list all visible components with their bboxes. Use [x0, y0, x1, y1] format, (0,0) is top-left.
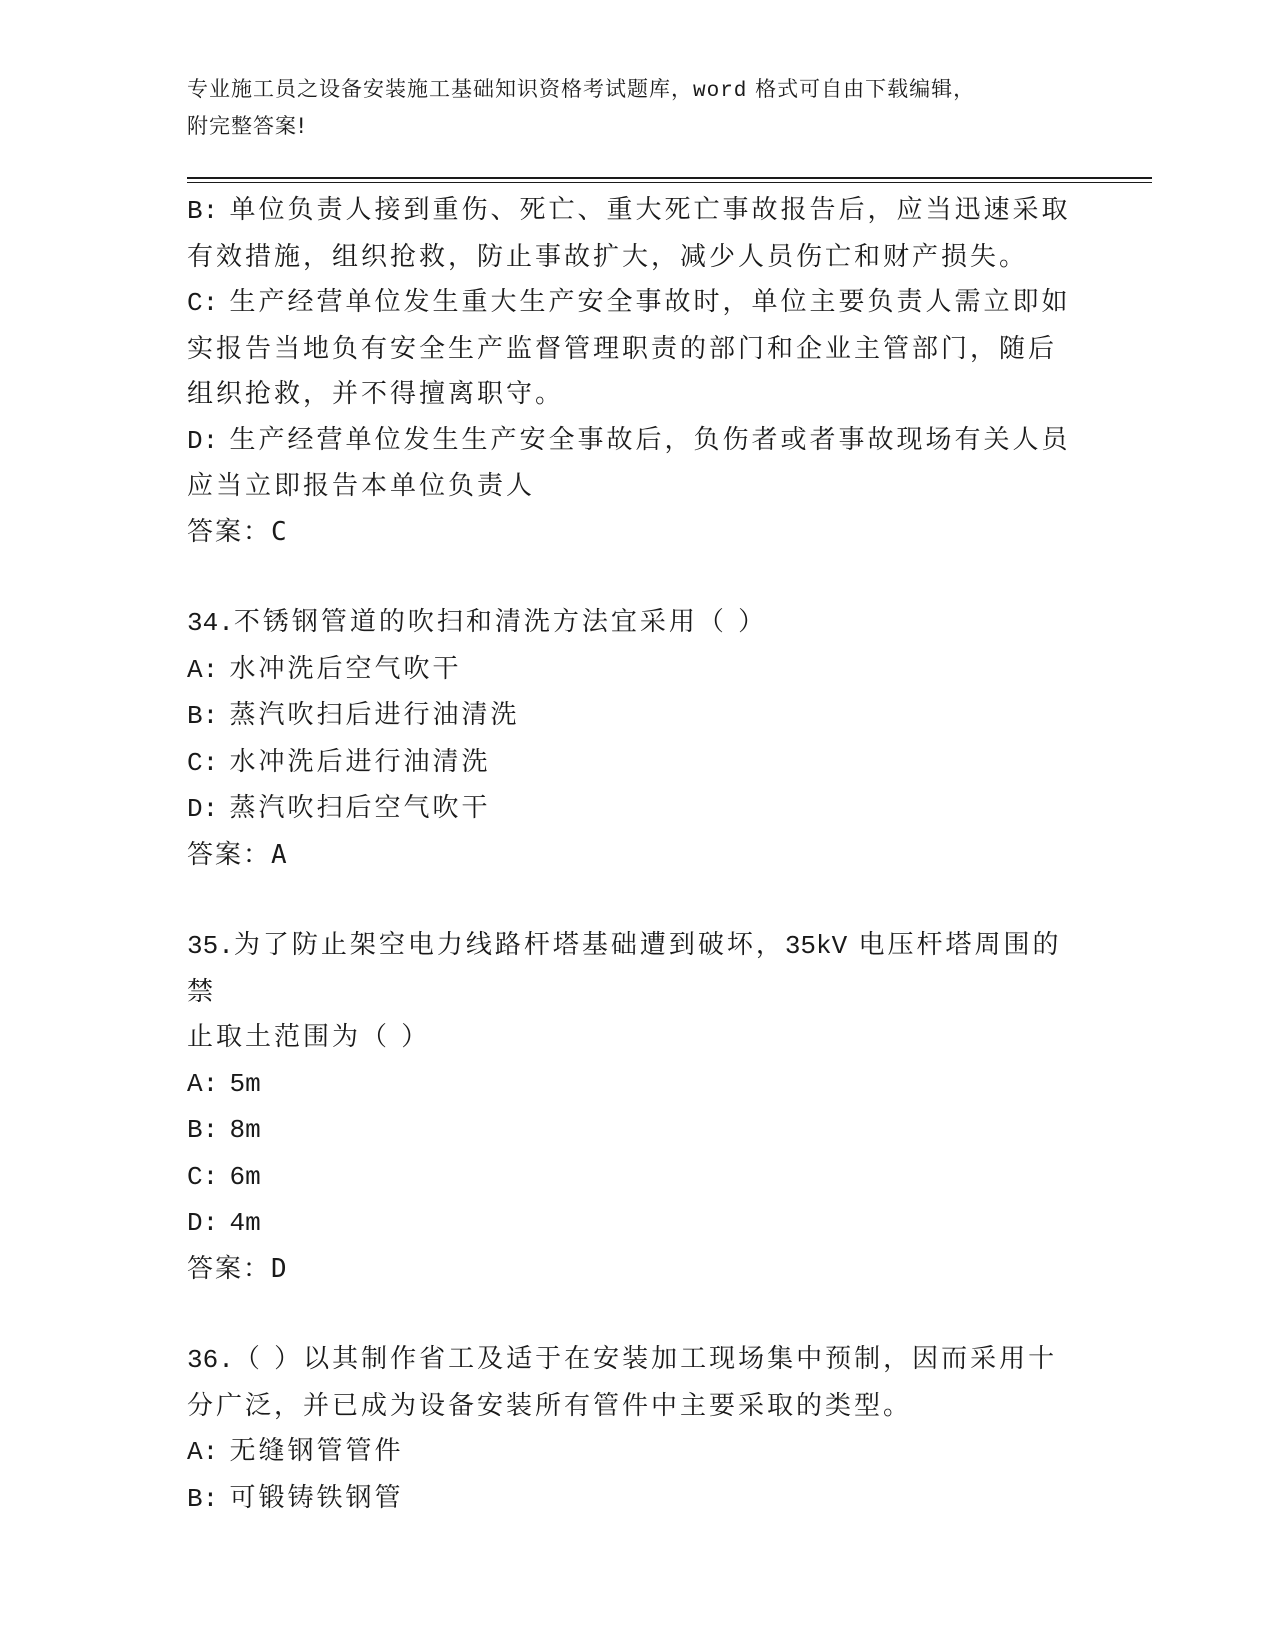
option-a [187, 647, 1077, 694]
option-b [187, 693, 1077, 740]
option-letter: D: [187, 794, 219, 824]
option-d [187, 786, 1077, 833]
question-36 [187, 1337, 1077, 1522]
question-number: 36. [187, 1345, 234, 1375]
question-content [187, 188, 1077, 1522]
option-text: 水冲洗后空气吹干 [229, 653, 462, 684]
option-c [187, 1154, 1077, 1201]
question-spacer [187, 1292, 1077, 1337]
question-stem-text: （ ）以其制作省工及适于在安装加工现场集中预制，因而采用十 [233, 1344, 1058, 1374]
voltage-value: 35kV [784, 931, 848, 961]
question-35 [187, 923, 1077, 1292]
question-number: 35. [187, 931, 234, 961]
header-title-word: word [693, 80, 748, 103]
question-34 [187, 600, 1077, 878]
option-text: 5m [229, 1068, 261, 1099]
header-divider-thick [187, 177, 1152, 179]
option-letter: B: [187, 1115, 219, 1145]
option-text: 可锻铸铁钢管 [229, 1482, 404, 1513]
question-stem-line-2: 分广泛，并已成为设备安装所有管件中主要采取的类型。 [187, 1390, 913, 1421]
option-a [187, 1429, 1077, 1476]
option-letter: B: [187, 1483, 219, 1514]
header-line-1 [187, 72, 1087, 109]
option-letter: A: [187, 1068, 219, 1099]
answer-value: A [271, 839, 287, 870]
answer-line [187, 510, 1077, 556]
question-spacer [187, 555, 1077, 600]
option-letter: D: [187, 425, 219, 456]
option-letter: B: [187, 196, 219, 226]
option-letter: C: [187, 747, 219, 778]
option-text: 生产经营单位发生重大生产安全事故时，单位主要负责人需立即如 [229, 287, 1071, 317]
answer-line [187, 833, 1077, 879]
option-c-line-3: 组织抢救，并不得擅离职守。 [187, 379, 565, 409]
option-text: 无缝钢管管件 [229, 1436, 404, 1466]
question-stem-text: 为了防止架空电力线路杆塔基础遭到破坏， [233, 930, 785, 960]
answer-value: D [271, 1253, 287, 1284]
question-33-tail [187, 188, 1077, 555]
option-c-line-1 [187, 280, 1077, 327]
header-line-2: 附完整答案! [187, 114, 307, 138]
question-spacer [187, 878, 1077, 923]
option-d-line-1 [187, 418, 1077, 465]
answer-value: C [271, 516, 287, 547]
question-stem-text: 不锈钢管道的吹扫和清洗方法宜采用（ ） [233, 607, 768, 637]
option-b [187, 1476, 1077, 1523]
option-letter: A: [187, 654, 219, 685]
option-letter: C: [187, 1161, 219, 1192]
option-text: 4m [229, 1208, 261, 1238]
option-letter: B: [187, 701, 219, 731]
question-number: 34. [187, 608, 234, 638]
header-divider-thin [187, 182, 1152, 183]
answer-line [187, 1247, 1077, 1293]
answer-label: 答案： [187, 839, 272, 870]
option-text: 8m [229, 1115, 261, 1145]
question-stem-line-1 [187, 923, 1077, 1015]
option-c-line-2: 实报告当地负有安全生产监督管理职责的部门和企业主管部门，随后 [187, 333, 1058, 364]
option-b-line-1 [187, 188, 1077, 235]
option-b [187, 1107, 1077, 1154]
document-header [187, 72, 1087, 143]
option-text: 蒸汽吹扫后空气吹干 [229, 793, 491, 823]
option-text: 蒸汽吹扫后进行油清洗 [229, 700, 520, 730]
option-d-line-2: 应当立即报告本单位负责人 [187, 471, 536, 501]
question-stem-text: 电压杆塔周围的禁 [187, 930, 1062, 1007]
answer-label: 答案： [187, 516, 272, 547]
option-a [187, 1061, 1077, 1108]
option-b-line-2: 有效措施，组织抢救，防止事故扩大，减少人员伤亡和财产损失。 [187, 241, 1029, 272]
answer-label: 答案： [187, 1253, 272, 1284]
option-d [187, 1200, 1077, 1247]
option-letter: C: [187, 288, 219, 318]
header-title-suffix: 格式可自由下载编辑， [747, 77, 976, 101]
option-letter: D: [187, 1208, 219, 1238]
header-title-prefix: 专业施工员之设备安装施工基础知识资格考试题库， [187, 77, 693, 101]
option-text: 生产经营单位发生生产安全事故后，负伤者或者事故现场有关人员 [229, 424, 1071, 455]
question-stem-line-2: 止取土范围为（ ） [187, 1022, 431, 1052]
question-stem [187, 600, 1077, 647]
option-text: 水冲洗后进行油清洗 [229, 746, 491, 777]
option-c [187, 740, 1077, 787]
question-stem-line-1 [187, 1337, 1077, 1384]
option-text: 单位负责人接到重伤、死亡、重大死亡事故报告后，应当迅速采取 [229, 195, 1071, 225]
option-text: 6m [229, 1161, 261, 1192]
option-letter: A: [187, 1437, 219, 1467]
